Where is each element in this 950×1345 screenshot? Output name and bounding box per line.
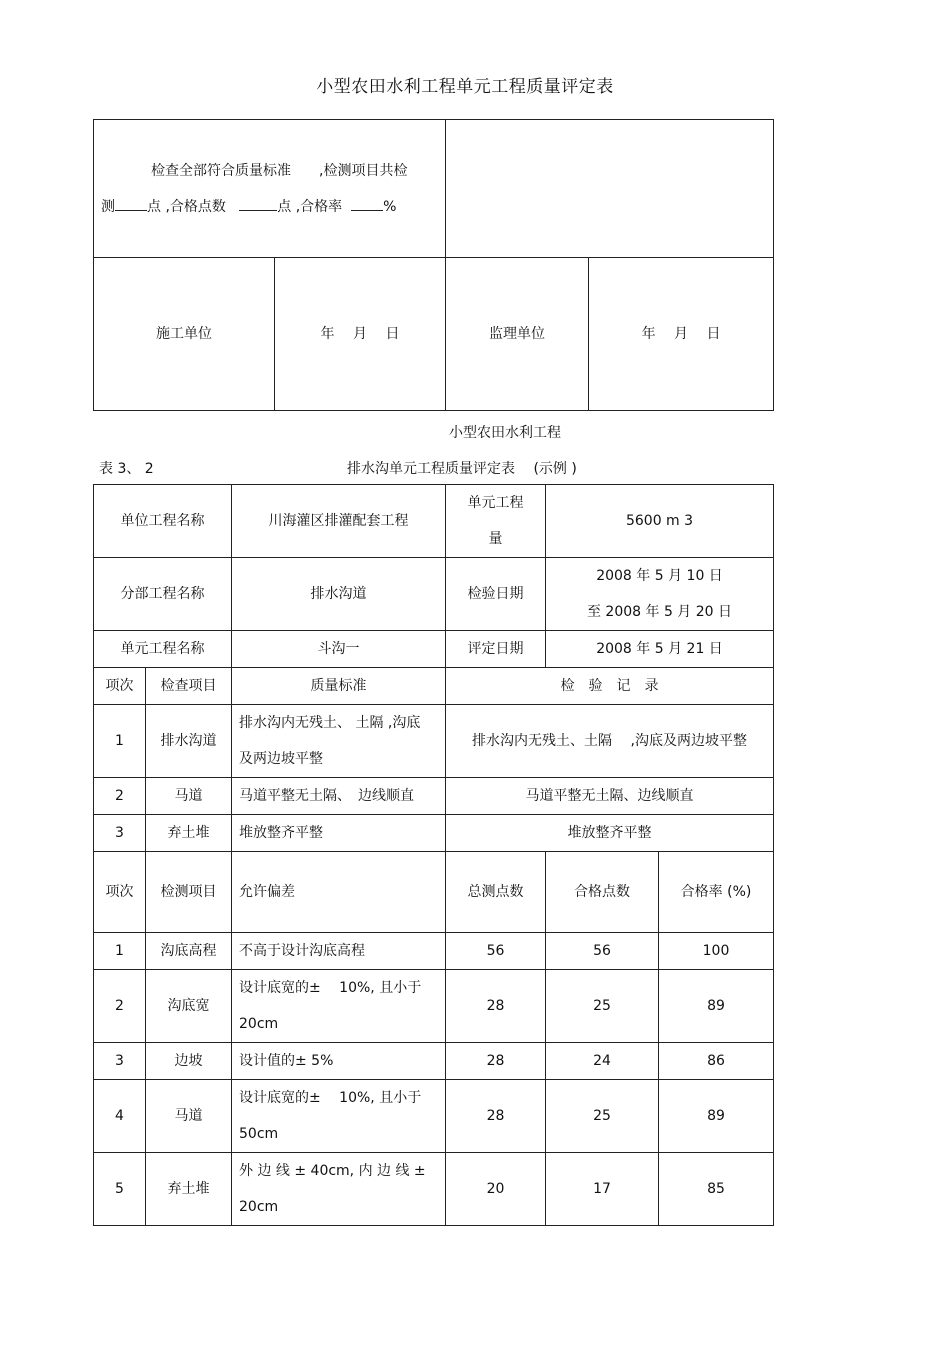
measure-tolerance: 设计值的± 5% xyxy=(232,1043,446,1080)
measure-row xyxy=(94,933,774,970)
measure-pass: 24 xyxy=(546,1043,659,1080)
blank-pass-rate[interactable] xyxy=(351,196,383,211)
measure-rate: 86 xyxy=(659,1043,774,1080)
element-label: 单元工程名称 xyxy=(94,631,232,668)
measure-total: 20 xyxy=(446,1153,546,1226)
measure-row xyxy=(94,1043,774,1080)
summary-rate-label: 点 ,合格率 xyxy=(277,198,343,215)
element-value: 斗沟一 xyxy=(232,631,446,668)
measure-tolerance: 不高于设计沟底高程 xyxy=(232,933,446,970)
unit-quantity-label-2: 量 xyxy=(488,531,503,547)
blank-total-points[interactable] xyxy=(115,196,147,211)
measure-tolerance-line-1: 设计底宽的± 10%, 且小于 xyxy=(239,1090,422,1106)
construction-date: 年 月 日 xyxy=(275,258,446,411)
measure-no: 5 xyxy=(94,1153,146,1226)
measure-no: 2 xyxy=(94,970,146,1043)
sub-project-value: 排水沟道 xyxy=(232,558,446,631)
check-header-record: 检 验 记 录 xyxy=(446,668,774,705)
percent-sign: % xyxy=(383,198,397,215)
measure-header-tolerance: 允许偏差 xyxy=(232,852,446,933)
measure-tolerance xyxy=(232,1080,446,1153)
measure-rate: 89 xyxy=(659,970,774,1043)
measure-total: 28 xyxy=(446,1080,546,1153)
table-number: 表 3、 2 xyxy=(99,461,154,477)
supervision-unit-label: 监理单位 xyxy=(446,258,589,411)
inspect-date-end: 至 2008 年 5 月 20 日 xyxy=(586,604,733,620)
check-row xyxy=(94,778,774,815)
measure-total: 56 xyxy=(446,933,546,970)
unit-project-value: 川海灌区排灌配套工程 xyxy=(232,485,446,558)
summary-points-label: 点 ,合格点数 xyxy=(147,198,226,215)
measure-tolerance-line-1: 设计底宽的± 10%, 且小于 xyxy=(239,980,422,996)
measure-no: 1 xyxy=(94,933,146,970)
unit-quantity-label-1: 单元工程 xyxy=(467,495,524,511)
check-header-row xyxy=(94,668,774,705)
sub-project-label: 分部工程名称 xyxy=(94,558,232,631)
check-record: 排水沟内无残土、土隔 ,沟底及两边坡平整 xyxy=(446,705,774,778)
assess-date-value: 2008 年 5 月 21 日 xyxy=(546,631,774,668)
summary-line-2 xyxy=(101,189,445,225)
inspect-date-label: 检验日期 xyxy=(446,558,546,631)
measure-header-item: 检测项目 xyxy=(146,852,232,933)
measure-tolerance-line-2: 50cm xyxy=(239,1126,279,1142)
measure-tolerance xyxy=(232,1153,446,1226)
summary-empty-cell xyxy=(446,120,774,258)
document-title: 小型农田水利工程单元工程质量评定表 xyxy=(316,77,614,97)
second-subtitle: 小型农田水利工程 xyxy=(449,425,561,441)
unit-project-label: 单位工程名称 xyxy=(94,485,232,558)
check-no: 3 xyxy=(94,815,146,852)
measure-no: 4 xyxy=(94,1080,146,1153)
measure-tolerance-line-2: 20cm xyxy=(239,1016,279,1032)
measure-item: 沟底宽 xyxy=(146,970,232,1043)
measure-header-pass: 合格点数 xyxy=(546,852,659,933)
check-header-no: 项次 xyxy=(94,668,146,705)
supervision-date: 年 月 日 xyxy=(589,258,774,411)
measure-item: 马道 xyxy=(146,1080,232,1153)
measure-pass: 56 xyxy=(546,933,659,970)
check-standard: 堆放整齐平整 xyxy=(232,815,446,852)
measure-item: 弃土堆 xyxy=(146,1153,232,1226)
inspect-date-value xyxy=(546,558,774,631)
measure-header-rate: 合格率 (%) xyxy=(659,852,774,933)
summary-line-1: 检查全部符合质量标准 ,检测项目共检 xyxy=(151,162,408,179)
table-name: 排水沟单元工程质量评定表 (示例 ) xyxy=(347,461,577,477)
check-item: 弃土堆 xyxy=(146,815,232,852)
check-record: 马道平整无土隔、边线顺直 xyxy=(446,778,774,815)
check-item: 马道 xyxy=(146,778,232,815)
unit-quantity-value: 5600 m 3 xyxy=(546,485,774,558)
unit-quantity-label xyxy=(446,485,546,558)
measure-pass: 25 xyxy=(546,970,659,1043)
measure-no: 3 xyxy=(94,1043,146,1080)
measure-tolerance-line-1: 外 边 线 ± 40cm, 内 边 线 ± xyxy=(239,1163,426,1179)
measure-header-no: 项次 xyxy=(94,852,146,933)
measure-total: 28 xyxy=(446,1043,546,1080)
check-no: 1 xyxy=(94,705,146,778)
check-row xyxy=(94,705,774,778)
measure-row xyxy=(94,1080,774,1153)
measure-row xyxy=(94,1153,774,1226)
check-no: 2 xyxy=(94,778,146,815)
measure-row xyxy=(94,970,774,1043)
measure-tolerance xyxy=(232,970,446,1043)
check-item: 排水沟道 xyxy=(146,705,232,778)
measure-header-total: 总测点数 xyxy=(446,852,546,933)
construction-unit-label: 施工单位 xyxy=(94,258,275,411)
summary-prefix: 测 xyxy=(101,198,115,215)
measure-tolerance-line-2: 20cm xyxy=(239,1199,279,1215)
measure-item: 边坡 xyxy=(146,1043,232,1080)
check-standard: 马道平整无土隔、 边线顺直 xyxy=(232,778,446,815)
assessment-table xyxy=(93,484,774,1226)
check-header-item: 检查项目 xyxy=(146,668,232,705)
measure-total: 28 xyxy=(446,970,546,1043)
check-record: 堆放整齐平整 xyxy=(446,815,774,852)
summary-cell xyxy=(94,120,446,258)
check-standard-line-1: 排水沟内无残土、 土隔 ,沟底 xyxy=(239,715,421,731)
measure-item: 沟底高程 xyxy=(146,933,232,970)
measure-pass: 25 xyxy=(546,1080,659,1153)
check-row xyxy=(94,815,774,852)
check-standard-line-2: 及两边坡平整 xyxy=(239,751,323,767)
summary-table xyxy=(93,119,774,411)
measure-rate: 89 xyxy=(659,1080,774,1153)
measure-rate: 85 xyxy=(659,1153,774,1226)
measure-pass: 17 xyxy=(546,1153,659,1226)
check-standard xyxy=(232,705,446,778)
measure-header-row xyxy=(94,852,774,933)
check-header-standard: 质量标准 xyxy=(232,668,446,705)
assess-date-label: 评定日期 xyxy=(446,631,546,668)
measure-rate: 100 xyxy=(659,933,774,970)
blank-pass-points[interactable] xyxy=(239,196,277,211)
inspect-date-start: 2008 年 5 月 10 日 xyxy=(596,568,723,584)
